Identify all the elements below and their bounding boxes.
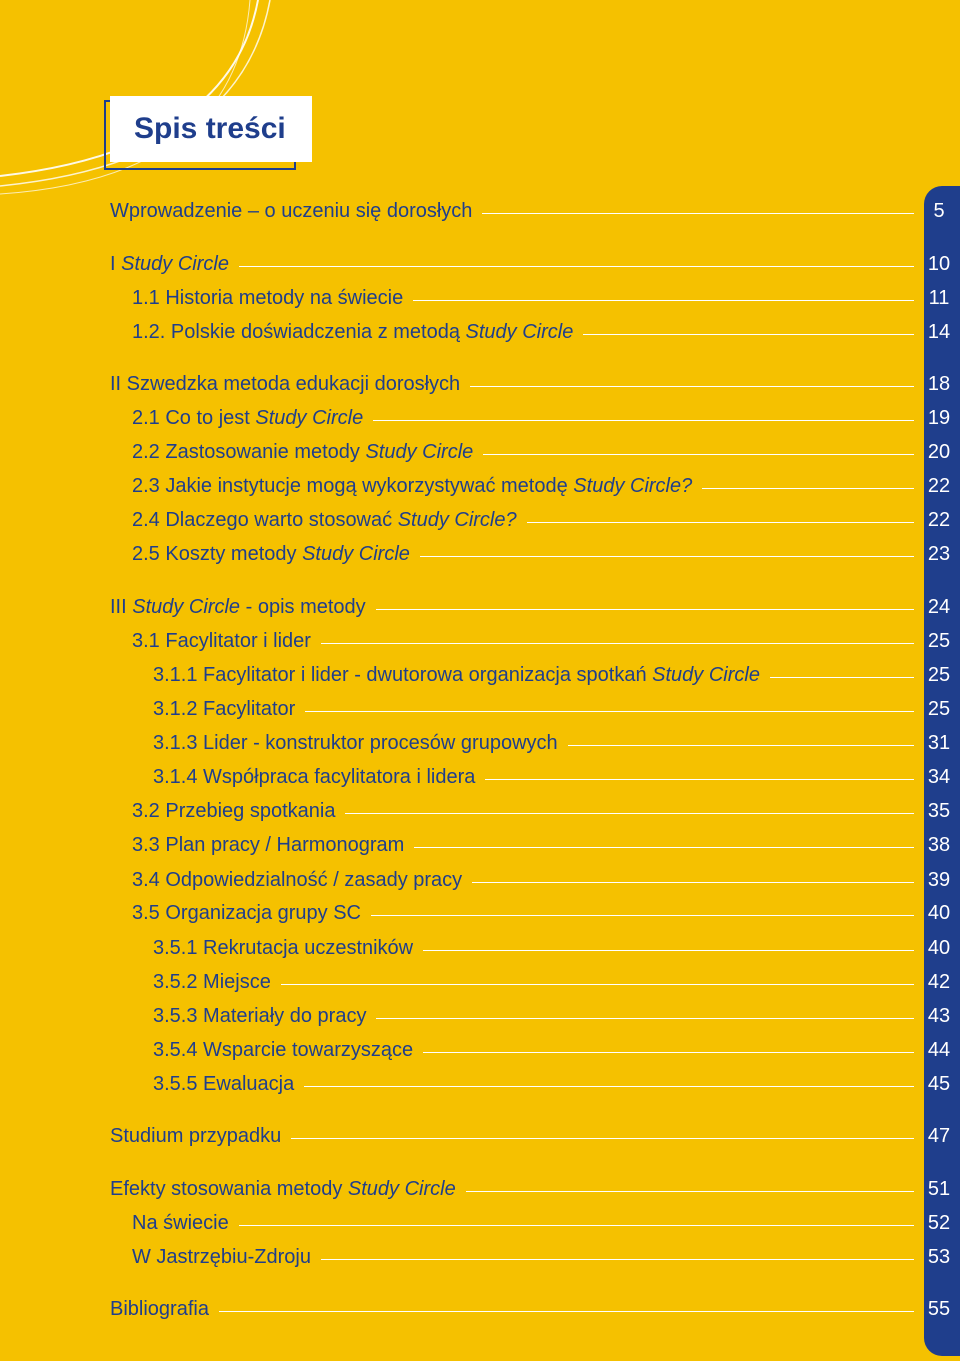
- toc-page-number: 23: [927, 542, 951, 565]
- leader-line: [321, 1259, 914, 1260]
- toc-entry[interactable]: [153, 1036, 951, 1064]
- toc-page-number: 19: [927, 406, 951, 429]
- toc-page-number: 43: [927, 1004, 951, 1027]
- toc-page-number: 18: [927, 372, 951, 395]
- toc-page-number: 51: [927, 1177, 951, 1200]
- toc-entry[interactable]: [153, 661, 951, 689]
- toc-label: 3.5.4 Wsparcie towarzyszące: [153, 1038, 414, 1061]
- toc-page-number: 40: [927, 901, 951, 924]
- leader-line: [376, 1018, 914, 1019]
- toc-entry[interactable]: [132, 472, 951, 500]
- toc-page-number: 25: [927, 663, 951, 686]
- toc-entry[interactable]: [153, 1070, 951, 1098]
- toc-label: 2.1 Co to jest Study Circle: [132, 406, 364, 429]
- toc-page-number: 24: [927, 595, 951, 618]
- page-title: Spis treści: [134, 112, 286, 145]
- toc-entry[interactable]: [110, 370, 951, 398]
- toc-label: 3.5.3 Materiały do pracy: [153, 1004, 367, 1027]
- toc-page-number: 10: [927, 252, 951, 275]
- leader-line: [219, 1311, 914, 1312]
- toc-label: 3.5 Organizacja grupy SC: [132, 901, 362, 924]
- toc-entry[interactable]: [153, 695, 951, 723]
- leader-line: [321, 643, 914, 644]
- toc-entry[interactable]: [110, 250, 951, 278]
- toc-page-number: 14: [927, 320, 951, 343]
- leader-line: [485, 779, 914, 780]
- leader-line: [305, 711, 914, 712]
- toc-page-number: 38: [927, 833, 951, 856]
- leader-line: [239, 266, 914, 267]
- leader-line: [568, 745, 914, 746]
- toc-label: 3.1.4 Współpraca facylitatora i lidera: [153, 765, 476, 788]
- toc-label: 3.1.3 Lider - konstruktor procesów grupowych: [153, 731, 558, 754]
- toc-page-number: 35: [927, 799, 951, 822]
- toc-label: Na świecie: [132, 1211, 229, 1234]
- toc-page-number: 22: [927, 508, 951, 531]
- toc-label: 3.3 Plan pracy / Harmonogram: [132, 833, 405, 856]
- toc-label: 3.1 Facylitator i lider: [132, 629, 311, 652]
- leader-line: [527, 522, 914, 523]
- toc-page-number: 22: [927, 474, 951, 497]
- toc-entry[interactable]: [153, 763, 951, 791]
- toc-entry[interactable]: [153, 934, 951, 962]
- toc-entry[interactable]: [153, 729, 951, 757]
- toc-entry[interactable]: [153, 1002, 951, 1030]
- leader-line: [420, 556, 914, 557]
- toc-label: 3.5.1 Rekrutacja uczestników: [153, 936, 414, 959]
- toc-entry[interactable]: [110, 1295, 951, 1323]
- toc-entry[interactable]: [132, 1243, 951, 1271]
- toc-label: Efekty stosowania metody Study Circle: [110, 1177, 456, 1200]
- toc-label: 3.5.2 Miejsce: [153, 970, 271, 993]
- toc-entry[interactable]: [132, 540, 951, 568]
- toc-entry[interactable]: [132, 438, 951, 466]
- leader-line: [472, 882, 914, 883]
- toc-entry[interactable]: [132, 404, 951, 432]
- leader-line: [239, 1225, 914, 1226]
- toc-label: 2.2 Zastosowanie metody Study Circle: [132, 440, 474, 463]
- leader-line: [423, 1052, 914, 1053]
- toc-label: 2.3 Jakie instytucje mogą wykorzystywać metodę Study Circle?: [132, 474, 693, 497]
- toc-entry[interactable]: [132, 866, 951, 894]
- toc-entry[interactable]: [132, 627, 951, 655]
- toc-entry[interactable]: [110, 1175, 951, 1203]
- toc-page-number: 47: [927, 1124, 951, 1147]
- toc-entry[interactable]: [132, 899, 951, 927]
- leader-line: [466, 1191, 914, 1192]
- toc-label: Wprowadzenie – o uczeniu się dorosłych: [110, 199, 473, 222]
- leader-line: [281, 984, 914, 985]
- leader-line: [414, 847, 914, 848]
- toc-label: 3.1.2 Facylitator: [153, 697, 296, 720]
- toc-label: 3.1.1 Facylitator i lider - dwutorowa organizacja spotkań Study Circle: [153, 663, 760, 686]
- toc-entry[interactable]: [132, 1209, 951, 1237]
- toc-page-number: 55: [927, 1297, 951, 1320]
- toc-entry[interactable]: [110, 1122, 951, 1150]
- toc-label: 3.5.5 Ewaluacja: [153, 1072, 295, 1095]
- leader-line: [373, 420, 914, 421]
- toc-label: 1.2. Polskie doświadczenia z metodą Study Circle: [132, 320, 574, 343]
- toc-page-number: 39: [927, 868, 951, 891]
- leader-line: [413, 300, 914, 301]
- toc-page-number: 44: [927, 1038, 951, 1061]
- toc-entry[interactable]: [132, 797, 951, 825]
- leader-line: [702, 488, 914, 489]
- toc-page-number: 45: [927, 1072, 951, 1095]
- toc-entry[interactable]: [132, 831, 951, 859]
- toc-label: 1.1 Historia metody na świecie: [132, 286, 404, 309]
- toc-page-number: 40: [927, 936, 951, 959]
- toc-entry[interactable]: [153, 968, 951, 996]
- leader-line: [770, 677, 914, 678]
- toc-page-number: 52: [927, 1211, 951, 1234]
- leader-line: [291, 1138, 914, 1139]
- toc-page-number: 53: [927, 1245, 951, 1268]
- toc-page-number: 34: [927, 765, 951, 788]
- toc-label: 2.5 Koszty metody Study Circle: [132, 542, 410, 565]
- leader-line: [482, 213, 914, 214]
- toc-label: I Study Circle: [110, 252, 229, 275]
- leader-line: [483, 454, 914, 455]
- leader-line: [470, 386, 914, 387]
- leader-line: [304, 1086, 914, 1087]
- toc-entry[interactable]: [110, 593, 951, 621]
- toc-page-number: 5: [933, 199, 945, 222]
- toc-entry[interactable]: [132, 284, 950, 312]
- toc-page-number: 42: [927, 970, 951, 993]
- toc-label: 3.4 Odpowiedzialność / zasady pracy: [132, 868, 463, 891]
- toc-page-number: 31: [927, 731, 951, 754]
- toc-label: Bibliografia: [110, 1297, 209, 1320]
- toc-entry[interactable]: [132, 506, 951, 534]
- toc-page-number: 25: [927, 629, 951, 652]
- toc-page-number: 25: [927, 697, 951, 720]
- toc-page-number: 20: [927, 440, 951, 463]
- toc-label: III Study Circle - opis metody: [110, 595, 366, 618]
- leader-line: [371, 915, 914, 916]
- toc-label: II Szwedzka metoda edukacji dorosłych: [110, 372, 461, 395]
- leader-line: [376, 609, 914, 610]
- leader-line: [345, 813, 914, 814]
- toc-label: 3.2 Przebieg spotkania: [132, 799, 336, 822]
- toc-label: W Jastrzębiu-Zdroju: [132, 1245, 311, 1268]
- leader-line: [583, 334, 914, 335]
- toc-label: 2.4 Dlaczego warto stosować Study Circle?: [132, 508, 517, 531]
- toc-label: Studium przypadku: [110, 1124, 282, 1147]
- toc-entry[interactable]: [132, 318, 951, 346]
- toc-entry[interactable]: [110, 197, 945, 225]
- leader-line: [423, 950, 914, 951]
- toc-page-number: 11: [928, 286, 950, 309]
